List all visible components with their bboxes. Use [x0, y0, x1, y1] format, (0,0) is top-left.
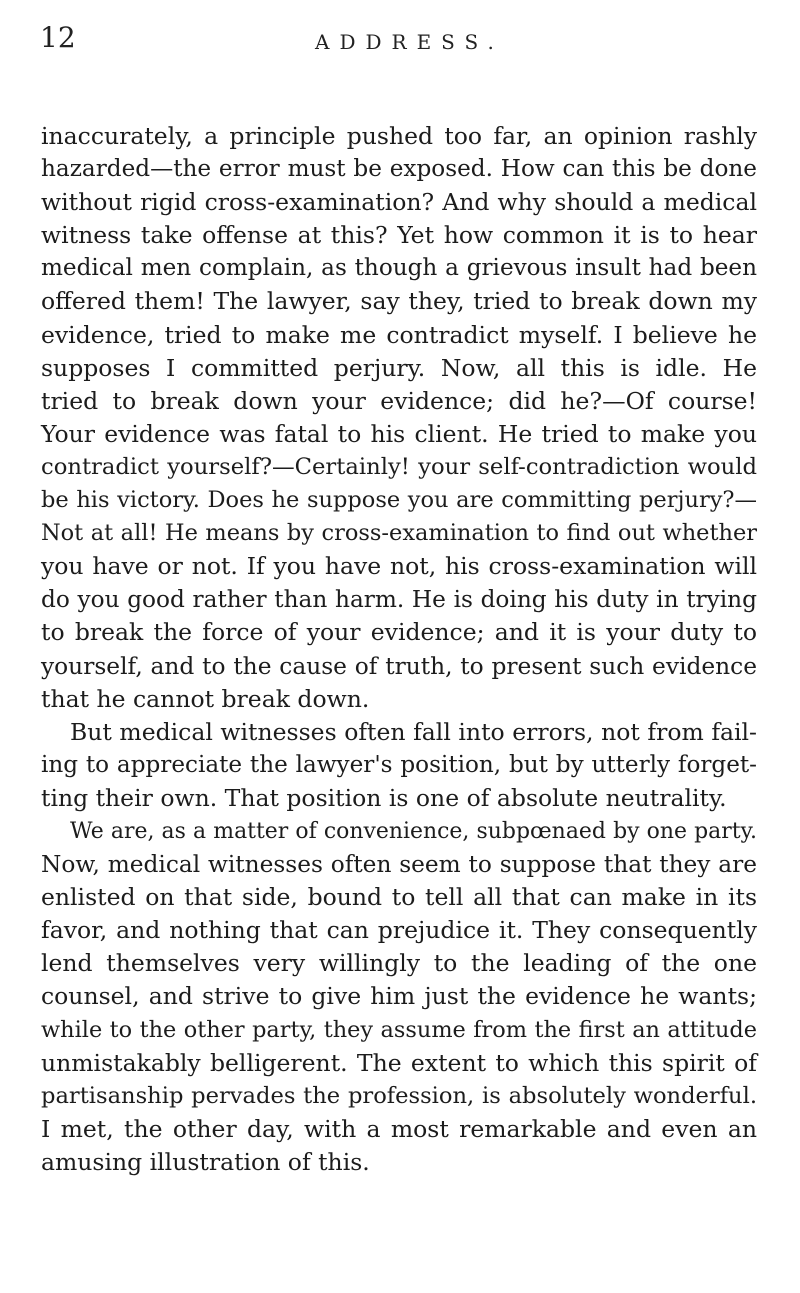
paragraph-end-line: that he cannot break down. [41, 684, 370, 713]
text-line: do you good rather than harm. He is doing his duty in trying [41, 586, 757, 614]
body-text [41, 120, 757, 1179]
text-line: yourself, and to the cause of truth, to present such evidence [41, 652, 757, 680]
text-line: to break the force of your evidence; and it is your duty to [41, 618, 757, 647]
text-line: hazarded—the error must be exposed. How can this be done [41, 156, 757, 183]
text-line: be his victory. Does he suppose you are committing perjury?— [41, 487, 757, 514]
text-line: unmistakably belligerent. The extent to which this spirit of [41, 1048, 757, 1077]
text-line: offered them! The lawyer, say they, tried to break down my [41, 287, 757, 316]
text-line: Now, medical witnesses often seem to suppose that they are [41, 851, 757, 879]
text-line: I met, the other day, with a most remarkable and even an [41, 1114, 757, 1143]
text-line: medical men complain, as though a grievous insult had been [41, 255, 757, 282]
text-line: lend themselves very willingly to the leading of the one [41, 949, 757, 978]
paragraph-end-line: ting their own. That position is one of absolute neutrality. [41, 783, 727, 812]
paragraph-first-line: We are, as a matter of convenience, subpœnaed by one party. [70, 818, 757, 844]
text-line: without rigid cross-examination? And why should a medical [41, 188, 757, 217]
text-line: counsel, and strive to give him just the evidence he wants; [41, 982, 757, 1011]
text-line: while to the other party, they assume from the first an attitude [41, 1016, 757, 1043]
running-title: ADDRESS. [315, 30, 504, 54]
text-line: you have or not. If you have not, his cross-examination will [41, 552, 757, 581]
text-line: inaccurately, a principle pushed too far, an opinion rashly [41, 122, 757, 150]
paragraph-end-line: amusing illustration of this. [41, 1147, 370, 1176]
text-line: Your evidence was fatal to his client. He tried to make you [41, 419, 757, 448]
text-line: enlisted on that side, bound to tell all that can make in its [41, 883, 757, 912]
page-number: 12 [40, 21, 76, 54]
running-head [0, 18, 800, 58]
paragraph-first-line: But medical witnesses often fall into errors, not from fail- [70, 717, 757, 746]
text-line: Not at all! He means by cross-examination to find out whether [41, 520, 757, 547]
text-line: ing to appreciate the lawyer's position, but by utterly forget- [41, 751, 757, 778]
text-line: favor, and nothing that can prejudice it. They consequently [41, 916, 757, 945]
text-line: witness take offense at this? Yet how common it is to hear [41, 221, 757, 250]
text-line: evidence, tried to make me contradict myself. I believe he [41, 320, 757, 349]
text-line: partisanship pervades the profession, is absolutely wonderful. [41, 1082, 757, 1109]
text-line: tried to break down your evidence; did he?—Of course! [41, 386, 757, 415]
text-line: supposes I committed perjury. Now, all this is idle. He [41, 353, 757, 382]
text-line: contradict yourself?—Certainly! your self-contradiction would [41, 453, 757, 480]
